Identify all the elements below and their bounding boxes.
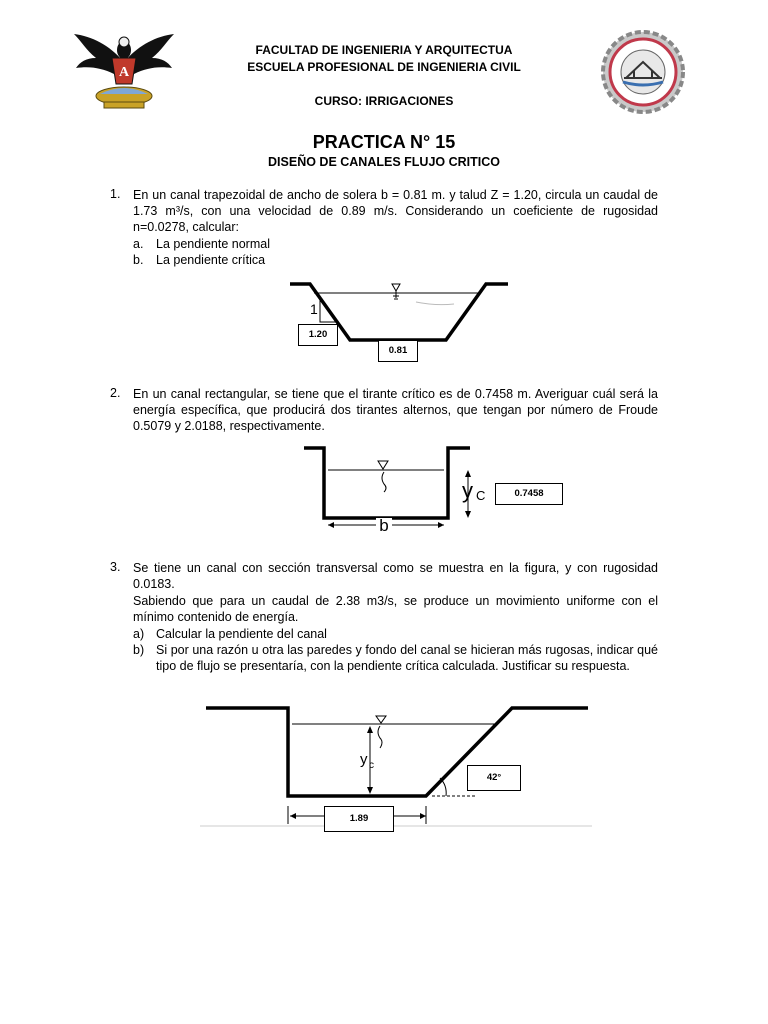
- base-width-value-box: 0.81: [378, 340, 418, 362]
- svg-text:A: A: [118, 65, 130, 80]
- item-label: b.: [133, 253, 144, 267]
- item-text: La pendiente normal: [156, 237, 270, 251]
- item-label: b): [133, 643, 145, 657]
- item-text: Si por una razón u otra las paredes y fondo del canal se hicieran más rugosas, indicar qué tipo de flujo se presentaría, con la pendiente crítica calculada. Justificar su respuesta.: [156, 643, 658, 673]
- problem-3-item-a: [133, 626, 327, 642]
- practice-subtitle: DISEÑO DE CANALES FLUJO CRITICO: [268, 155, 500, 169]
- critical-depth-subscript: C: [476, 488, 486, 503]
- base-label: b: [379, 516, 389, 535]
- practice-title: PRACTICA N° 15: [312, 132, 456, 152]
- item-label: a): [133, 627, 145, 641]
- depth-subscript: c: [369, 760, 374, 771]
- problem-3-text-2: Sabiendo que para un caudal de 2.38 m3/s, se produce un movimiento uniforme con el mínimo contenido de energía.: [133, 594, 658, 624]
- rectangular-channel-figure: [300, 442, 500, 542]
- slope-label: 1: [310, 301, 318, 317]
- problem-2-text: En un canal rectangular, se tiene que el tirante crítico es de 0.7458 m. Averiguar cuál será la energía específica, que producirá dos tirantes alternos, que tengan por número de Froude 0.5079 y 2.0188, respectivamente.: [133, 387, 658, 433]
- problem-1-item-a: [133, 236, 270, 252]
- composite-channel-figure: [200, 700, 592, 830]
- item-text: Calcular la pendiente del canal: [156, 627, 327, 641]
- course-name: CURSO: IRRIGACIONES: [314, 94, 454, 108]
- faculty-name: FACULTAD DE INGENIERIA Y ARQUITECTUA: [255, 43, 513, 57]
- depth-label: y: [360, 751, 368, 768]
- problem-3-item-b: [133, 642, 658, 674]
- school-name: ESCUELA PROFESIONAL DE INGENIERIA CIVIL: [247, 60, 521, 74]
- problem-2-number: 2.: [110, 386, 121, 400]
- problem-1-text: En un canal trapezoidal de ancho de solera b = 0.81 m. y talud Z = 1.20, circula un caudal de 1.73 m³/s, con una velocidad de 0.89 m/s. Considerando un coeficiente de rugosidad n=0.0278, calcular:: [133, 188, 658, 234]
- critical-depth-label: y: [462, 478, 473, 503]
- critical-depth-value-box: 0.7458: [495, 483, 563, 505]
- problem-1-number: 1.: [110, 187, 121, 201]
- problem-3-text: Se tiene un canal con sección transversal como se muestra en la figura, y con rugosidad 0.0183.: [133, 561, 658, 591]
- problem-3-number: 3.: [110, 560, 121, 574]
- angle-value-box: 42°: [467, 765, 521, 791]
- base-width-value-box-3: 1.89: [324, 806, 394, 832]
- talud-value-box: 1.20: [298, 324, 338, 346]
- problem-1-item-b: [133, 252, 265, 268]
- item-text: La pendiente crítica: [156, 253, 266, 267]
- item-label: a.: [133, 237, 144, 251]
